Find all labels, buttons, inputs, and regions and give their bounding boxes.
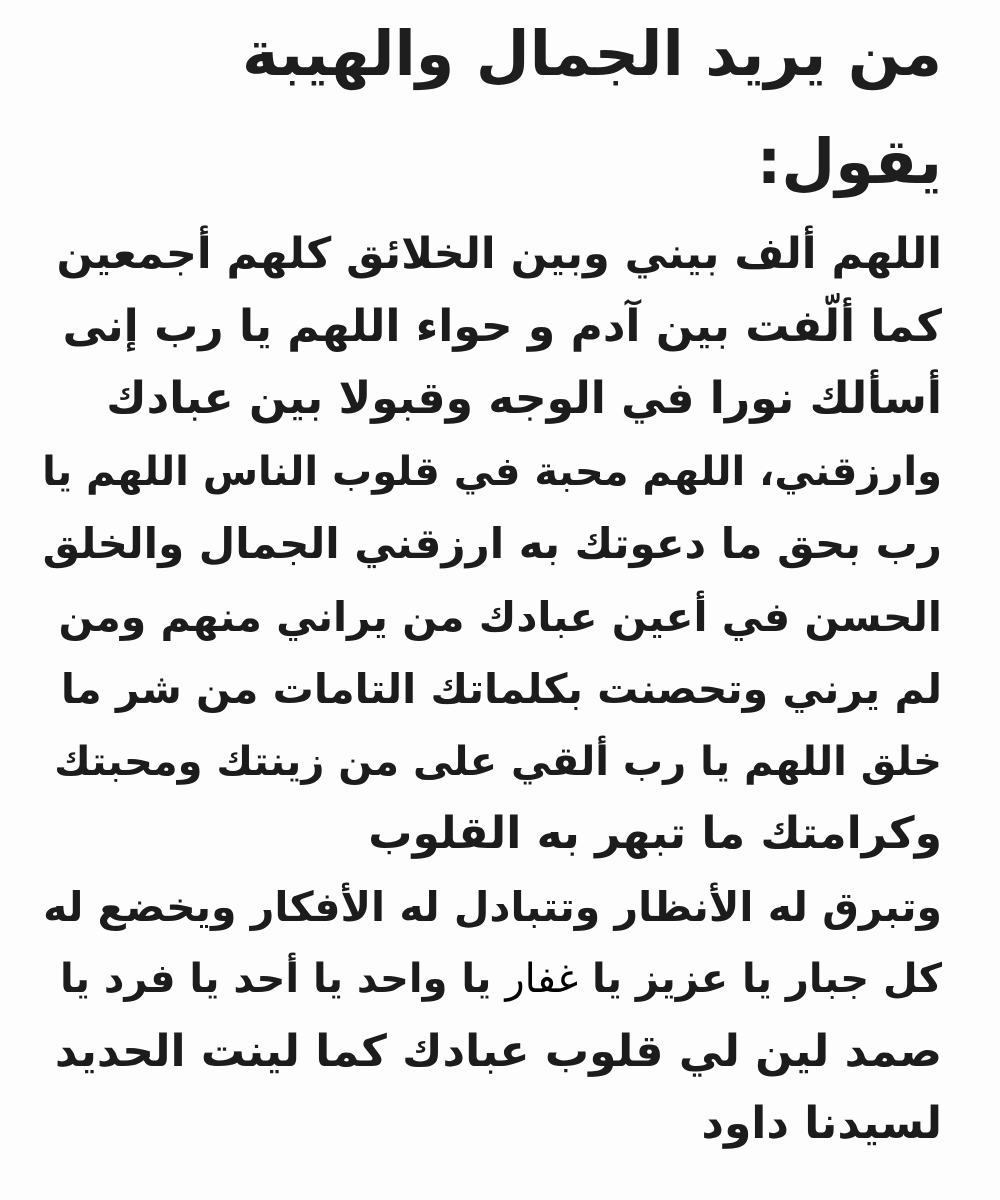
- text-line: رب بحق ما دعوتك به ارزقني الجمال والخلق: [42, 519, 942, 568]
- text-line: كما ألّفت بين آدم و حواء اللهم يا رب إنى: [62, 300, 942, 352]
- text-line-part: يا واحد يا أحد يا فرد يا: [59, 956, 492, 1002]
- text-line: [22, 943, 942, 1016]
- text-line: لسيدنا داود: [701, 1098, 942, 1149]
- text-line: لم يرني وتحصنت بكلماتك التامات من شر ما: [60, 665, 942, 713]
- title-line-2: يقول:: [756, 125, 942, 198]
- title-line-1: من يريد الجمال والهيبة: [242, 17, 942, 90]
- prayer-text: [22, 218, 942, 1161]
- text-line: وارزقني، اللهم محبة في قلوب الناس اللهم يا: [42, 448, 942, 495]
- text-line: أسألك نورا في الوجه وقبولا بين عبادك: [106, 373, 942, 424]
- text-line: صمد لين لي قلوب عبادك كما لينت الحديد: [54, 1025, 942, 1077]
- text-line: خلق اللهم يا رب ألقي على من زينتك ومحبتك: [54, 738, 942, 785]
- text-line: الحسن في أعين عبادك من يراني منهم ومن: [58, 592, 942, 641]
- highlighted-word: غفار: [505, 956, 578, 1002]
- page-title: [42, 0, 942, 216]
- text-line: وكرامتك ما تبهر به القلوب: [368, 808, 942, 859]
- text-line-part: كل جبار يا عزيز يا: [591, 956, 942, 1002]
- text-line: اللهم ألف بيني وبين الخلائق كلهم أجمعين: [56, 229, 942, 279]
- text-line: وتبرق له الأنظار وتتبادل له الأفكار ويخضع له: [43, 882, 942, 931]
